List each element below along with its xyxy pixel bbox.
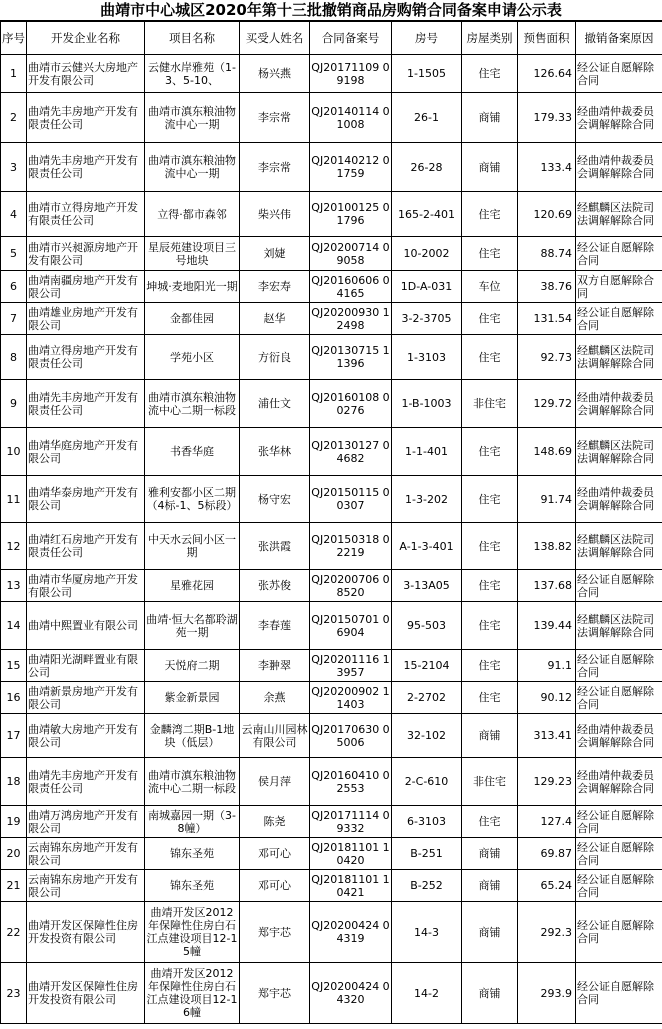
cell-no: 5 bbox=[1, 237, 27, 271]
cell-type: 商铺 bbox=[462, 714, 518, 758]
cell-project: 南城嘉园一期（3-8幢） bbox=[145, 806, 240, 838]
col-header-company: 开发企业名称 bbox=[27, 22, 145, 55]
cell-no: 3 bbox=[1, 143, 27, 192]
cell-buyer: 云南山川园林有限公司 bbox=[240, 714, 310, 758]
cell-company: 云南锦东房地产开发有限公司 bbox=[27, 870, 145, 902]
cell-contract: QJ20200902 11403 bbox=[310, 682, 392, 714]
cell-type: 住宅 bbox=[462, 192, 518, 237]
cell-room: 1-1505 bbox=[392, 55, 462, 93]
cell-type: 商铺 bbox=[462, 838, 518, 870]
cell-contract: QJ20150115 00307 bbox=[310, 476, 392, 523]
cell-area: 133.4 bbox=[518, 143, 576, 192]
cell-contract: QJ20150318 02219 bbox=[310, 523, 392, 570]
cell-buyer: 郑宇芯 bbox=[240, 902, 310, 963]
cell-room: B-252 bbox=[392, 870, 462, 902]
cell-reason: 经公证自愿解除合同 bbox=[576, 55, 662, 93]
cell-reason: 经麒麟区法院司法调解解除合同 bbox=[576, 523, 662, 570]
cell-reason: 经麒麟区法院司法调解解除合同 bbox=[576, 602, 662, 650]
cell-room: 1-3103 bbox=[392, 335, 462, 380]
cell-type: 住宅 bbox=[462, 806, 518, 838]
cell-room: 3-2-3705 bbox=[392, 303, 462, 335]
col-header-project: 项目名称 bbox=[145, 22, 240, 55]
table-row bbox=[1, 758, 662, 806]
col-header-room: 房号 bbox=[392, 22, 462, 55]
cell-no: 9 bbox=[1, 380, 27, 428]
cell-type: 商铺 bbox=[462, 870, 518, 902]
table-row bbox=[1, 570, 662, 602]
table-row bbox=[1, 303, 662, 335]
cell-no: 15 bbox=[1, 650, 27, 682]
cell-area: 148.69 bbox=[518, 428, 576, 476]
cell-company: 曲靖雄业房地产开发有限公司 bbox=[27, 303, 145, 335]
cell-contract: QJ20150701 06904 bbox=[310, 602, 392, 650]
cell-area: 120.69 bbox=[518, 192, 576, 237]
cell-type: 住宅 bbox=[462, 335, 518, 380]
cell-project: 云健水岸雅苑（1-3、5-10、 bbox=[145, 55, 240, 93]
cell-contract: QJ20200424 04320 bbox=[310, 963, 392, 1024]
cell-company: 曲靖中熙置业有限公司 bbox=[27, 602, 145, 650]
table-row bbox=[1, 870, 662, 902]
cell-no: 19 bbox=[1, 806, 27, 838]
cell-area: 137.68 bbox=[518, 570, 576, 602]
cell-project: 中天水云间小区一期 bbox=[145, 523, 240, 570]
cell-no: 18 bbox=[1, 758, 27, 806]
cell-no: 1 bbox=[1, 55, 27, 93]
cell-room: 32-102 bbox=[392, 714, 462, 758]
table-row bbox=[1, 335, 662, 380]
cell-room: 14-3 bbox=[392, 902, 462, 963]
cell-type: 商铺 bbox=[462, 902, 518, 963]
cell-room: 95-503 bbox=[392, 602, 462, 650]
cell-contract: QJ20200706 08520 bbox=[310, 570, 392, 602]
cell-reason: 经公证自愿解除合同 bbox=[576, 838, 662, 870]
cell-company: 曲靖万鸿房地产开发有限公司 bbox=[27, 806, 145, 838]
cell-room: 26-28 bbox=[392, 143, 462, 192]
cell-buyer: 张华林 bbox=[240, 428, 310, 476]
table-row bbox=[1, 476, 662, 523]
cell-company: 曲靖阳光湖畔置业有限公司 bbox=[27, 650, 145, 682]
table-row bbox=[1, 523, 662, 570]
cell-buyer: 杨兴燕 bbox=[240, 55, 310, 93]
cell-buyer: 邓可心 bbox=[240, 870, 310, 902]
cell-buyer: 陈尧 bbox=[240, 806, 310, 838]
announcement-table bbox=[0, 21, 662, 1024]
cell-area: 92.73 bbox=[518, 335, 576, 380]
cell-company: 曲靖立得房地产开发有限责任公司 bbox=[27, 335, 145, 380]
cell-no: 11 bbox=[1, 476, 27, 523]
cell-buyer: 刘婕 bbox=[240, 237, 310, 271]
table-row bbox=[1, 271, 662, 303]
cell-no: 22 bbox=[1, 902, 27, 963]
col-header-area: 预售面积 bbox=[518, 22, 576, 55]
cell-type: 车位 bbox=[462, 271, 518, 303]
cell-area: 38.76 bbox=[518, 271, 576, 303]
cell-contract: QJ20181101 10421 bbox=[310, 870, 392, 902]
cell-type: 商铺 bbox=[462, 143, 518, 192]
cell-buyer: 郑宇芯 bbox=[240, 963, 310, 1024]
cell-area: 138.82 bbox=[518, 523, 576, 570]
cell-no: 21 bbox=[1, 870, 27, 902]
cell-reason: 经公证自愿解除合同 bbox=[576, 870, 662, 902]
cell-buyer: 邓可心 bbox=[240, 838, 310, 870]
cell-contract: QJ20160108 00276 bbox=[310, 380, 392, 428]
cell-type: 住宅 bbox=[462, 570, 518, 602]
cell-area: 69.87 bbox=[518, 838, 576, 870]
cell-type: 商铺 bbox=[462, 93, 518, 143]
cell-buyer: 赵华 bbox=[240, 303, 310, 335]
cell-company: 曲靖华泰房地产开发有限公司 bbox=[27, 476, 145, 523]
cell-area: 292.3 bbox=[518, 902, 576, 963]
cell-project: 曲靖市滇东粮油物流中心二期一标段 bbox=[145, 380, 240, 428]
cell-room: 165-2-401 bbox=[392, 192, 462, 237]
cell-project: 雅利安都小区二期（4标-1、5标段） bbox=[145, 476, 240, 523]
table-row bbox=[1, 192, 662, 237]
cell-reason: 经曲靖仲裁委员会调解解除合同 bbox=[576, 380, 662, 428]
cell-project: 天悦府二期 bbox=[145, 650, 240, 682]
cell-contract: QJ20130715 11396 bbox=[310, 335, 392, 380]
cell-company: 曲靖先丰房地产开发有限责任公司 bbox=[27, 143, 145, 192]
cell-project: 曲靖·恒大名都聆湖苑一期 bbox=[145, 602, 240, 650]
cell-reason: 双方自愿解除合同 bbox=[576, 271, 662, 303]
col-header-no: 序号 bbox=[1, 22, 27, 55]
cell-type: 住宅 bbox=[462, 602, 518, 650]
cell-area: 126.64 bbox=[518, 55, 576, 93]
cell-project: 曲靖开发区2012年保障性住房白石江点建设项目12-16幢 bbox=[145, 963, 240, 1024]
cell-contract: QJ20201116 13957 bbox=[310, 650, 392, 682]
cell-contract: QJ20100125 01796 bbox=[310, 192, 392, 237]
cell-buyer: 柴兴伟 bbox=[240, 192, 310, 237]
cell-project: 曲靖开发区2012年保障性住房白石江点建设项目12-15幢 bbox=[145, 902, 240, 963]
cell-area: 179.33 bbox=[518, 93, 576, 143]
cell-no: 23 bbox=[1, 963, 27, 1024]
cell-buyer: 张苏俊 bbox=[240, 570, 310, 602]
cell-project: 坤城·麦地阳光一期 bbox=[145, 271, 240, 303]
cell-area: 88.74 bbox=[518, 237, 576, 271]
cell-area: 131.54 bbox=[518, 303, 576, 335]
cell-reason: 经曲靖仲裁委员会调解解除合同 bbox=[576, 476, 662, 523]
cell-no: 10 bbox=[1, 428, 27, 476]
cell-reason: 经公证自愿解除合同 bbox=[576, 902, 662, 963]
cell-type: 非住宅 bbox=[462, 758, 518, 806]
cell-contract: QJ20200714 09058 bbox=[310, 237, 392, 271]
cell-type: 住宅 bbox=[462, 476, 518, 523]
cell-company: 曲靖市兴昶源房地产开发有限公司 bbox=[27, 237, 145, 271]
cell-company: 曲靖开发区保障性住房开发投资有限公司 bbox=[27, 902, 145, 963]
cell-contract: QJ20130127 04682 bbox=[310, 428, 392, 476]
cell-contract: QJ20140212 01759 bbox=[310, 143, 392, 192]
cell-reason: 经公证自愿解除合同 bbox=[576, 303, 662, 335]
cell-room: B-251 bbox=[392, 838, 462, 870]
cell-type: 住宅 bbox=[462, 428, 518, 476]
cell-no: 13 bbox=[1, 570, 27, 602]
cell-room: 6-3103 bbox=[392, 806, 462, 838]
cell-room: 3-13A05 bbox=[392, 570, 462, 602]
cell-room: 14-2 bbox=[392, 963, 462, 1024]
cell-project: 金麟湾二期B-1地块（低层） bbox=[145, 714, 240, 758]
table-row bbox=[1, 838, 662, 870]
cell-reason: 经麒麟区法院司法调解解除合同 bbox=[576, 335, 662, 380]
cell-no: 20 bbox=[1, 838, 27, 870]
cell-area: 129.72 bbox=[518, 380, 576, 428]
cell-buyer: 李春莲 bbox=[240, 602, 310, 650]
cell-type: 非住宅 bbox=[462, 380, 518, 428]
table-row bbox=[1, 55, 662, 93]
cell-buyer: 李宏寿 bbox=[240, 271, 310, 303]
cell-contract: QJ20171109 09198 bbox=[310, 55, 392, 93]
table-row bbox=[1, 143, 662, 192]
col-header-reason: 撤销备案原因 bbox=[576, 22, 662, 55]
table-row bbox=[1, 93, 662, 143]
header-row bbox=[1, 22, 662, 55]
cell-buyer: 李宗常 bbox=[240, 93, 310, 143]
cell-room: 1-1-401 bbox=[392, 428, 462, 476]
cell-project: 星辰苑建设项目三号地块 bbox=[145, 237, 240, 271]
cell-area: 65.24 bbox=[518, 870, 576, 902]
cell-reason: 经曲靖仲裁委员会调解解除合同 bbox=[576, 143, 662, 192]
cell-reason: 经公证自愿解除合同 bbox=[576, 682, 662, 714]
cell-contract: QJ20171114 09332 bbox=[310, 806, 392, 838]
cell-project: 立得·都市森邻 bbox=[145, 192, 240, 237]
cell-reason: 经公证自愿解除合同 bbox=[576, 806, 662, 838]
cell-reason: 经公证自愿解除合同 bbox=[576, 237, 662, 271]
cell-contract: QJ20200424 04319 bbox=[310, 902, 392, 963]
cell-contract: QJ20160410 02553 bbox=[310, 758, 392, 806]
page-title: 曲靖市中心城区2020年第十三批撤销商品房购销合同备案申请公示表 bbox=[0, 0, 662, 21]
cell-reason: 经麒麟区法院司法调解解除合同 bbox=[576, 192, 662, 237]
cell-project: 学苑小区 bbox=[145, 335, 240, 380]
cell-company: 曲靖红石房地产开发有限责任公司 bbox=[27, 523, 145, 570]
cell-project: 紫金新景园 bbox=[145, 682, 240, 714]
col-header-buyer: 买受人姓名 bbox=[240, 22, 310, 55]
table-row bbox=[1, 650, 662, 682]
table-row bbox=[1, 806, 662, 838]
cell-area: 91.74 bbox=[518, 476, 576, 523]
cell-buyer: 侯月萍 bbox=[240, 758, 310, 806]
cell-reason: 经曲靖仲裁委员会调解解除合同 bbox=[576, 93, 662, 143]
cell-company: 曲靖市云健兴大房地产开发有限公司 bbox=[27, 55, 145, 93]
cell-company: 曲靖敏大房地产开发有限公司 bbox=[27, 714, 145, 758]
cell-company: 曲靖市立得房地产开发有限责任公司 bbox=[27, 192, 145, 237]
cell-area: 313.41 bbox=[518, 714, 576, 758]
cell-buyer: 杨守宏 bbox=[240, 476, 310, 523]
cell-project: 金都佳园 bbox=[145, 303, 240, 335]
cell-area: 90.12 bbox=[518, 682, 576, 714]
table-row bbox=[1, 602, 662, 650]
cell-company: 曲靖先丰房地产开发有限责任公司 bbox=[27, 758, 145, 806]
cell-contract: QJ20170630 05006 bbox=[310, 714, 392, 758]
cell-room: A-1-3-401 bbox=[392, 523, 462, 570]
cell-area: 129.23 bbox=[518, 758, 576, 806]
cell-company: 曲靖先丰房地产开发有限责任公司 bbox=[27, 93, 145, 143]
cell-type: 住宅 bbox=[462, 55, 518, 93]
cell-room: 1D-A-031 bbox=[392, 271, 462, 303]
cell-area: 127.4 bbox=[518, 806, 576, 838]
cell-no: 14 bbox=[1, 602, 27, 650]
cell-no: 2 bbox=[1, 93, 27, 143]
cell-reason: 经曲靖仲裁委员会调解解除合同 bbox=[576, 714, 662, 758]
cell-project: 书香华庭 bbox=[145, 428, 240, 476]
cell-contract: QJ20181101 10420 bbox=[310, 838, 392, 870]
cell-no: 8 bbox=[1, 335, 27, 380]
table-row bbox=[1, 237, 662, 271]
cell-type: 商铺 bbox=[462, 963, 518, 1024]
cell-room: 2-C-610 bbox=[392, 758, 462, 806]
cell-no: 6 bbox=[1, 271, 27, 303]
cell-no: 7 bbox=[1, 303, 27, 335]
table-row bbox=[1, 963, 662, 1024]
cell-project: 曲靖市滇东粮油物流中心一期 bbox=[145, 93, 240, 143]
cell-area: 293.9 bbox=[518, 963, 576, 1024]
cell-buyer: 余燕 bbox=[240, 682, 310, 714]
table-row bbox=[1, 380, 662, 428]
cell-room: 1-3-202 bbox=[392, 476, 462, 523]
cell-company: 曲靖市华厦房地产开发有限公司 bbox=[27, 570, 145, 602]
table-row bbox=[1, 682, 662, 714]
table-row bbox=[1, 428, 662, 476]
cell-area: 139.44 bbox=[518, 602, 576, 650]
cell-reason: 经公证自愿解除合同 bbox=[576, 963, 662, 1024]
cell-room: 10-2002 bbox=[392, 237, 462, 271]
cell-reason: 经公证自愿解除合同 bbox=[576, 570, 662, 602]
cell-company: 曲靖先丰房地产开发有限责任公司 bbox=[27, 380, 145, 428]
cell-contract: QJ20160606 04165 bbox=[310, 271, 392, 303]
cell-no: 17 bbox=[1, 714, 27, 758]
cell-project: 星雅花园 bbox=[145, 570, 240, 602]
table-row bbox=[1, 714, 662, 758]
cell-buyer: 李宗常 bbox=[240, 143, 310, 192]
cell-company: 曲靖南疆房地产开发有限公司 bbox=[27, 271, 145, 303]
cell-type: 住宅 bbox=[462, 523, 518, 570]
cell-reason: 经麒麟区法院司法调解解除合同 bbox=[576, 428, 662, 476]
cell-company: 曲靖华庭房地产开发有限公司 bbox=[27, 428, 145, 476]
cell-area: 91.1 bbox=[518, 650, 576, 682]
cell-type: 住宅 bbox=[462, 237, 518, 271]
cell-buyer: 方衍良 bbox=[240, 335, 310, 380]
cell-room: 1-B-1003 bbox=[392, 380, 462, 428]
cell-company: 曲靖开发区保障性住房开发投资有限公司 bbox=[27, 963, 145, 1024]
cell-contract: QJ20200930 12498 bbox=[310, 303, 392, 335]
col-header-type: 房屋类别 bbox=[462, 22, 518, 55]
col-header-contract: 合同备案号 bbox=[310, 22, 392, 55]
cell-buyer: 李翀翠 bbox=[240, 650, 310, 682]
cell-type: 住宅 bbox=[462, 682, 518, 714]
cell-room: 15-2104 bbox=[392, 650, 462, 682]
cell-buyer: 张洪霞 bbox=[240, 523, 310, 570]
cell-no: 4 bbox=[1, 192, 27, 237]
cell-reason: 经曲靖仲裁委员会调解解除合同 bbox=[576, 758, 662, 806]
cell-type: 住宅 bbox=[462, 303, 518, 335]
cell-contract: QJ20140114 01008 bbox=[310, 93, 392, 143]
cell-project: 曲靖市滇东粮油物流中心二期一标段 bbox=[145, 758, 240, 806]
cell-no: 12 bbox=[1, 523, 27, 570]
cell-no: 16 bbox=[1, 682, 27, 714]
cell-company: 云南锦东房地产开发有限公司 bbox=[27, 838, 145, 870]
cell-buyer: 浦仕文 bbox=[240, 380, 310, 428]
cell-room: 2-2702 bbox=[392, 682, 462, 714]
table-row bbox=[1, 902, 662, 963]
cell-reason: 经公证自愿解除合同 bbox=[576, 650, 662, 682]
cell-project: 锦东圣苑 bbox=[145, 870, 240, 902]
cell-project: 锦东圣苑 bbox=[145, 838, 240, 870]
cell-type: 住宅 bbox=[462, 650, 518, 682]
cell-room: 26-1 bbox=[392, 93, 462, 143]
cell-project: 曲靖市滇东粮油物流中心一期 bbox=[145, 143, 240, 192]
cell-company: 曲靖新景房地产开发有限公司 bbox=[27, 682, 145, 714]
